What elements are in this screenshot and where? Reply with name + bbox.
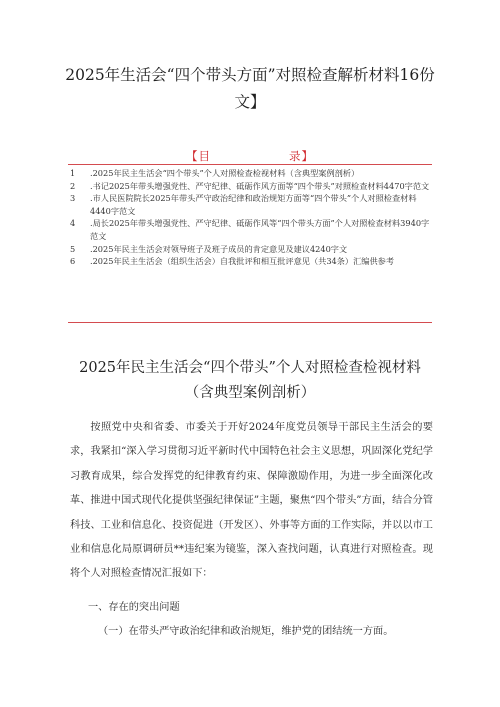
toc-item[interactable] <box>70 217 432 242</box>
toc-item-number: 5 <box>70 243 76 254</box>
toc-item-number: 3 <box>70 193 76 204</box>
table-of-contents <box>70 167 432 268</box>
toc-item-number: 2 <box>70 180 76 191</box>
heading-level-2: （一）在带头严守政治纪律和政治规矩，维护党的团结统一方面。 <box>98 626 394 637</box>
toc-heading-right: 录】 <box>289 149 314 163</box>
toc-heading-left: 【目 <box>186 149 211 163</box>
toc-item[interactable] <box>70 255 432 268</box>
toc-item-text: .局长2025年带头增强党性、严守纪律、砥砺作风等“四个带头方面”个人对照检查材料3940字范文 <box>90 218 430 241</box>
toc-bottom-rule <box>68 322 432 323</box>
document-title: 2025年生活会“四个带头方面”对照检查解析材料16份文】 <box>65 66 435 111</box>
toc-item-number: 4 <box>70 218 76 229</box>
toc-item-text: .书记2025年带头增强党性、严守纪律、砥砺作风方面等“四个带头”对照检查材料4470字范文 <box>90 180 430 191</box>
toc-item-number: 1 <box>70 168 76 178</box>
toc-item[interactable] <box>70 180 432 193</box>
body-paragraph: 按照党中央和省委、市委关于开好2024年度党员领导干部民主生活会的要求，我紧扣“深入学习贯彻习近平新时代中国特色社会主义思想，巩固深化党纪学习教育成果，综合发挥党的纪律教育约束、保障激励作用，为进一步全面深化改革、推进中国式现代化提供坚强纪律保证”主题，聚焦“四个带头”方面，结合分管科技、工业和信息化、投资促进（开发区）、外事等方面的工作实际，并以以市工业和信息化局原调研员**违纪案为镜鉴，深入查找问题，认真进行对照检查。现将个人对照检查情况汇报如下： <box>70 422 433 580</box>
toc-item-text: .2025年民主生活会（组织生活会）自我批评和相互批评意见（共34条）汇编供参考 <box>90 256 395 267</box>
toc-heading <box>0 148 500 164</box>
toc-top-rule <box>68 164 432 165</box>
toc-item-text: .市人民医院院长2025年带头严守政治纪律和政治规矩方面等“四个带头”个人对照检查材料4440字范文 <box>90 193 417 216</box>
toc-item-number: 6 <box>70 256 76 267</box>
heading-level-1: 一、存在的突出问题 <box>88 602 180 613</box>
toc-item[interactable] <box>70 192 432 217</box>
toc-item[interactable] <box>70 243 432 256</box>
section-title: 2025年民主生活会“四个带头”个人对照检查检视材料（含典型案例剖析） <box>79 360 421 401</box>
toc-item-text: .2025年民主生活会对领导班子及班子成员的肯定意见及建议4240字文 <box>90 243 348 254</box>
toc-item[interactable] <box>70 167 432 180</box>
toc-item-text: .2025年民主生活会“四个带头”个人对照检查检视材料（含典型案例剖析） <box>90 168 360 178</box>
